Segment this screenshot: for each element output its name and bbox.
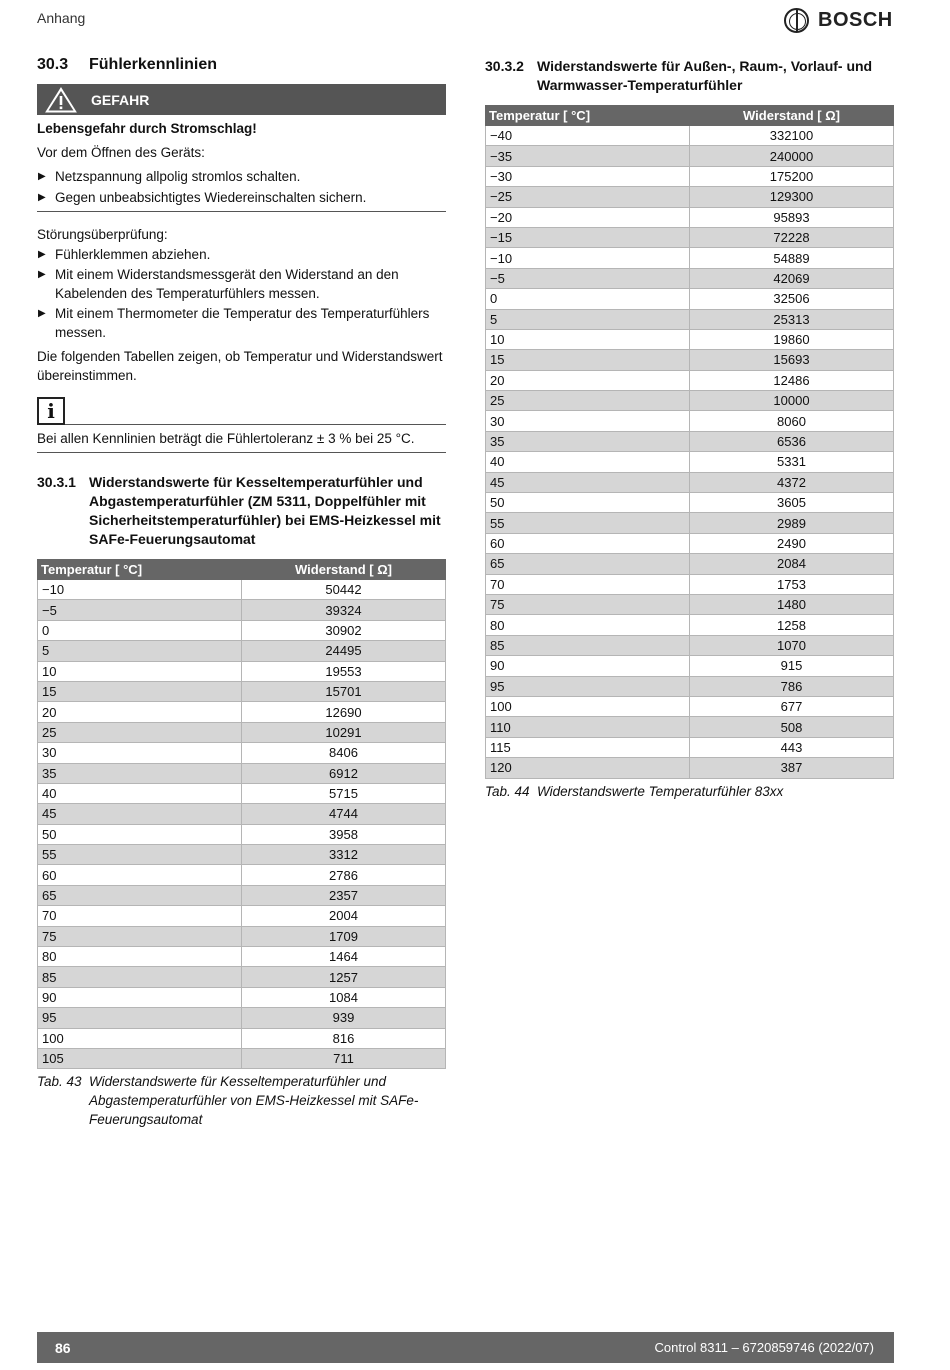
temperature-cell: 55 bbox=[38, 845, 242, 865]
temperature-cell: 45 bbox=[486, 472, 690, 492]
info-text: Bei allen Kennlinien beträgt die Fühlertoleranz ± 3 % bei 25 °C. bbox=[37, 431, 415, 446]
table-row bbox=[486, 391, 894, 411]
table-row bbox=[486, 635, 894, 655]
table-row bbox=[38, 600, 446, 620]
table-row bbox=[38, 783, 446, 803]
table-header-row bbox=[486, 106, 894, 126]
page-number: 86 bbox=[55, 1339, 71, 1356]
table-row bbox=[38, 824, 446, 844]
table-row bbox=[486, 166, 894, 186]
temperature-cell: −5 bbox=[486, 268, 690, 288]
temperature-cell: −30 bbox=[486, 166, 690, 186]
resistance-cell: 3605 bbox=[690, 493, 894, 513]
table-row bbox=[38, 1048, 446, 1068]
table-row bbox=[486, 758, 894, 778]
temperature-cell: 15 bbox=[38, 681, 242, 701]
resistance-cell: 2989 bbox=[690, 513, 894, 533]
temperature-cell: 105 bbox=[38, 1048, 242, 1068]
resistance-cell: 2004 bbox=[242, 906, 446, 926]
resistance-cell: 39324 bbox=[242, 600, 446, 620]
list-item: ▶ Gegen unbeabsichtigtes Wiedereinschalten sichern. bbox=[37, 188, 446, 207]
temperature-cell: 10 bbox=[486, 329, 690, 349]
resistance-cell: 2084 bbox=[690, 554, 894, 574]
table-row bbox=[486, 146, 894, 166]
temperature-cell: 25 bbox=[486, 391, 690, 411]
table-row bbox=[38, 885, 446, 905]
resistance-cell: 711 bbox=[242, 1048, 446, 1068]
table-caption bbox=[37, 1072, 446, 1129]
temperature-cell: 75 bbox=[486, 594, 690, 614]
resistance-cell: 677 bbox=[690, 696, 894, 716]
subsection-number: 30.3.2 bbox=[485, 58, 524, 74]
resistance-cell: 4372 bbox=[690, 472, 894, 492]
table-header-row bbox=[38, 560, 446, 580]
bosch-armature-icon bbox=[784, 8, 809, 33]
temperature-cell: 15 bbox=[486, 350, 690, 370]
resistance-cell: 8060 bbox=[690, 411, 894, 431]
warning-triangle-icon bbox=[45, 87, 77, 113]
table-row bbox=[38, 906, 446, 926]
brand-name: BOSCH bbox=[818, 9, 893, 31]
danger-steps bbox=[37, 167, 446, 207]
table-row bbox=[486, 370, 894, 390]
resistance-cell: 508 bbox=[690, 717, 894, 737]
subsection-number: 30.3.1 bbox=[37, 474, 76, 490]
resistance-cell: 12690 bbox=[242, 702, 446, 722]
resistance-cell: 6536 bbox=[690, 431, 894, 451]
resistance-cell: 8406 bbox=[242, 743, 446, 763]
table-row bbox=[38, 681, 446, 701]
document-reference: Control 8311 – 6720859746 (2022/07) bbox=[654, 1340, 874, 1355]
temperature-cell: 55 bbox=[486, 513, 690, 533]
resistance-cell: 332100 bbox=[690, 126, 894, 146]
temperature-cell: 0 bbox=[486, 289, 690, 309]
table-row bbox=[486, 574, 894, 594]
temperature-cell: 10 bbox=[38, 661, 242, 681]
resistance-table-44 bbox=[485, 105, 894, 779]
resistance-table-43 bbox=[37, 559, 446, 1069]
table-row bbox=[38, 987, 446, 1007]
temperature-cell: 60 bbox=[486, 533, 690, 553]
resistance-cell: 240000 bbox=[690, 146, 894, 166]
temperature-cell: 5 bbox=[38, 641, 242, 661]
resistance-cell: 939 bbox=[242, 1008, 446, 1028]
resistance-cell: 1084 bbox=[242, 987, 446, 1007]
table-row bbox=[486, 676, 894, 696]
table-row bbox=[38, 702, 446, 722]
temperature-cell: 60 bbox=[38, 865, 242, 885]
danger-label: GEFAHR bbox=[91, 91, 150, 108]
temperature-cell: −15 bbox=[486, 227, 690, 247]
table-row bbox=[486, 329, 894, 349]
temperature-cell: 115 bbox=[486, 737, 690, 757]
table-row bbox=[38, 620, 446, 640]
temperature-cell: 90 bbox=[38, 987, 242, 1007]
temperature-cell: 35 bbox=[38, 763, 242, 783]
table-row bbox=[486, 309, 894, 329]
temperature-cell: −20 bbox=[486, 207, 690, 227]
temperature-cell: 95 bbox=[486, 676, 690, 696]
resistance-cell: 19860 bbox=[690, 329, 894, 349]
table-row bbox=[486, 594, 894, 614]
temperature-cell: 20 bbox=[38, 702, 242, 722]
divider bbox=[65, 424, 446, 425]
list-item: ▶ Netzspannung allpolig stromlos schalten. bbox=[37, 167, 446, 186]
right-column bbox=[485, 56, 894, 801]
temperature-cell: 100 bbox=[486, 696, 690, 716]
temperature-cell: 0 bbox=[38, 620, 242, 640]
table-row bbox=[486, 554, 894, 574]
temperature-cell: 75 bbox=[38, 926, 242, 946]
column-header: Widerstand [ Ω] bbox=[242, 560, 446, 580]
resistance-cell: 10291 bbox=[242, 722, 446, 742]
resistance-cell: 3312 bbox=[242, 845, 446, 865]
temperature-cell: 90 bbox=[486, 656, 690, 676]
resistance-cell: 5331 bbox=[690, 452, 894, 472]
table-row bbox=[486, 207, 894, 227]
temperature-cell: 35 bbox=[486, 431, 690, 451]
resistance-cell: 42069 bbox=[690, 268, 894, 288]
resistance-cell: 1753 bbox=[690, 574, 894, 594]
section-heading bbox=[37, 56, 446, 74]
divider bbox=[37, 211, 446, 212]
table-row bbox=[486, 289, 894, 309]
temperature-cell: 50 bbox=[38, 824, 242, 844]
table-row bbox=[38, 1008, 446, 1028]
subsection-title: Widerstandswerte für Kesseltemperaturfühler und Abgastemperaturfühler (ZM 5311, Doppelfühler mit Sicherheitstemperaturfühler) bei EMS-Heizkessel mit SAFe-Feuerungsautomat bbox=[89, 474, 441, 547]
table-row bbox=[486, 431, 894, 451]
table-row bbox=[486, 187, 894, 207]
column-header: Temperatur [ °C] bbox=[38, 560, 242, 580]
table-row bbox=[38, 763, 446, 783]
list-item: ▶ Fühlerklemmen abziehen. bbox=[37, 245, 446, 264]
table-row bbox=[486, 737, 894, 757]
temperature-cell: 65 bbox=[486, 554, 690, 574]
left-column bbox=[37, 56, 446, 1129]
temperature-cell: −25 bbox=[486, 187, 690, 207]
resistance-cell: 129300 bbox=[690, 187, 894, 207]
subsection-heading bbox=[485, 57, 894, 95]
table-row bbox=[38, 661, 446, 681]
temperature-cell: 70 bbox=[38, 906, 242, 926]
temperature-cell: −5 bbox=[38, 600, 242, 620]
resistance-cell: 15701 bbox=[242, 681, 446, 701]
temperature-cell: −40 bbox=[486, 126, 690, 146]
table-row bbox=[486, 717, 894, 737]
resistance-cell: 1480 bbox=[690, 594, 894, 614]
table-row bbox=[486, 615, 894, 635]
table-row bbox=[38, 926, 446, 946]
table-row bbox=[486, 350, 894, 370]
list-item: ▶ Mit einem Widerstandsmessgerät den Widerstand an den Kabelenden des Temperaturfühlers messen. bbox=[37, 265, 446, 303]
temperature-cell: 20 bbox=[486, 370, 690, 390]
table-row bbox=[38, 967, 446, 987]
resistance-cell: 1709 bbox=[242, 926, 446, 946]
info-icon: i bbox=[37, 397, 65, 425]
resistance-cell: 1464 bbox=[242, 947, 446, 967]
table-row bbox=[38, 845, 446, 865]
temperature-cell: −35 bbox=[486, 146, 690, 166]
info-note bbox=[37, 397, 446, 425]
table-row bbox=[486, 493, 894, 513]
resistance-cell: 443 bbox=[690, 737, 894, 757]
table-caption bbox=[485, 782, 894, 801]
danger-banner bbox=[37, 84, 446, 115]
resistance-cell: 1257 bbox=[242, 967, 446, 987]
temperature-cell: 110 bbox=[486, 717, 690, 737]
table-row bbox=[486, 513, 894, 533]
resistance-cell: 54889 bbox=[690, 248, 894, 268]
resistance-cell: 5715 bbox=[242, 783, 446, 803]
resistance-cell: 1070 bbox=[690, 635, 894, 655]
resistance-cell: 24495 bbox=[242, 641, 446, 661]
resistance-cell: 2490 bbox=[690, 533, 894, 553]
resistance-cell: 1258 bbox=[690, 615, 894, 635]
temperature-cell: 95 bbox=[38, 1008, 242, 1028]
resistance-cell: 50442 bbox=[242, 580, 446, 600]
temperature-cell: 25 bbox=[38, 722, 242, 742]
temperature-cell: −10 bbox=[38, 580, 242, 600]
list-item: ▶ Mit einem Thermometer die Temperatur des Temperaturfühlers messen. bbox=[37, 304, 446, 342]
resistance-cell: 30902 bbox=[242, 620, 446, 640]
tables-intro: Die folgenden Tabellen zeigen, ob Temperatur und Widerstandswert übereinstimmen. bbox=[37, 349, 443, 383]
section-number: 30.3 bbox=[37, 56, 69, 73]
caption-number: Tab. 44 bbox=[485, 783, 530, 799]
table-row bbox=[486, 656, 894, 676]
table-row bbox=[486, 472, 894, 492]
table-row bbox=[486, 126, 894, 146]
temperature-cell: 80 bbox=[486, 615, 690, 635]
temperature-cell: 85 bbox=[486, 635, 690, 655]
temperature-cell: 40 bbox=[38, 783, 242, 803]
table-row bbox=[486, 533, 894, 553]
temperature-cell: 70 bbox=[486, 574, 690, 594]
table-row bbox=[38, 580, 446, 600]
resistance-cell: 2357 bbox=[242, 885, 446, 905]
danger-headline: Lebensgefahr durch Stromschlag! bbox=[37, 121, 257, 136]
resistance-cell: 915 bbox=[690, 656, 894, 676]
resistance-cell: 19553 bbox=[242, 661, 446, 681]
resistance-cell: 387 bbox=[690, 758, 894, 778]
table-row bbox=[486, 452, 894, 472]
resistance-cell: 175200 bbox=[690, 166, 894, 186]
resistance-cell: 2786 bbox=[242, 865, 446, 885]
resistance-cell: 15693 bbox=[690, 350, 894, 370]
table-row bbox=[38, 743, 446, 763]
column-header: Widerstand [ Ω] bbox=[690, 106, 894, 126]
table-row bbox=[38, 947, 446, 967]
check-title: Störungsüberprüfung: bbox=[37, 227, 168, 242]
temperature-cell: 65 bbox=[38, 885, 242, 905]
resistance-cell: 10000 bbox=[690, 391, 894, 411]
check-steps bbox=[37, 245, 446, 342]
table-row bbox=[38, 865, 446, 885]
table-row bbox=[486, 411, 894, 431]
table-row bbox=[486, 248, 894, 268]
resistance-cell: 816 bbox=[242, 1028, 446, 1048]
temperature-cell: 30 bbox=[38, 743, 242, 763]
table-row bbox=[38, 804, 446, 824]
section-title: Fühlerkennlinien bbox=[89, 56, 218, 73]
temperature-cell: 50 bbox=[486, 493, 690, 513]
table-row bbox=[486, 227, 894, 247]
column-header: Temperatur [ °C] bbox=[486, 106, 690, 126]
table-row bbox=[38, 722, 446, 742]
resistance-cell: 32506 bbox=[690, 289, 894, 309]
resistance-cell: 4744 bbox=[242, 804, 446, 824]
temperature-cell: 40 bbox=[486, 452, 690, 472]
table-row bbox=[486, 696, 894, 716]
resistance-cell: 786 bbox=[690, 676, 894, 696]
temperature-cell: −10 bbox=[486, 248, 690, 268]
resistance-cell: 6912 bbox=[242, 763, 446, 783]
resistance-cell: 12486 bbox=[690, 370, 894, 390]
resistance-cell: 3958 bbox=[242, 824, 446, 844]
danger-intro: Vor dem Öffnen des Geräts: bbox=[37, 145, 205, 160]
caption-number: Tab. 43 bbox=[37, 1074, 82, 1090]
subsection-heading bbox=[37, 473, 446, 549]
caption-text: Widerstandswerte für Kesseltemperaturfühler und Abgastemperaturfühler von EMS-Heizkessel mit SAFe-Feuerungsautomat bbox=[89, 1074, 419, 1128]
resistance-cell: 72228 bbox=[690, 227, 894, 247]
resistance-cell: 95893 bbox=[690, 207, 894, 227]
page-footer bbox=[37, 1332, 894, 1363]
resistance-cell: 25313 bbox=[690, 309, 894, 329]
temperature-cell: 45 bbox=[38, 804, 242, 824]
header-section-label: Anhang bbox=[37, 10, 86, 26]
table-row bbox=[38, 1028, 446, 1048]
caption-text: Widerstandswerte Temperaturfühler 83xx bbox=[537, 783, 784, 799]
temperature-cell: 120 bbox=[486, 758, 690, 778]
temperature-cell: 30 bbox=[486, 411, 690, 431]
bosch-logo bbox=[784, 8, 893, 33]
temperature-cell: 85 bbox=[38, 967, 242, 987]
table-row bbox=[38, 641, 446, 661]
divider bbox=[37, 452, 446, 453]
table-row bbox=[486, 268, 894, 288]
subsection-title: Widerstandswerte für Außen-, Raum-, Vorlauf- und Warmwasser-Temperaturfühler bbox=[537, 58, 873, 93]
temperature-cell: 100 bbox=[38, 1028, 242, 1048]
temperature-cell: 5 bbox=[486, 309, 690, 329]
temperature-cell: 80 bbox=[38, 947, 242, 967]
